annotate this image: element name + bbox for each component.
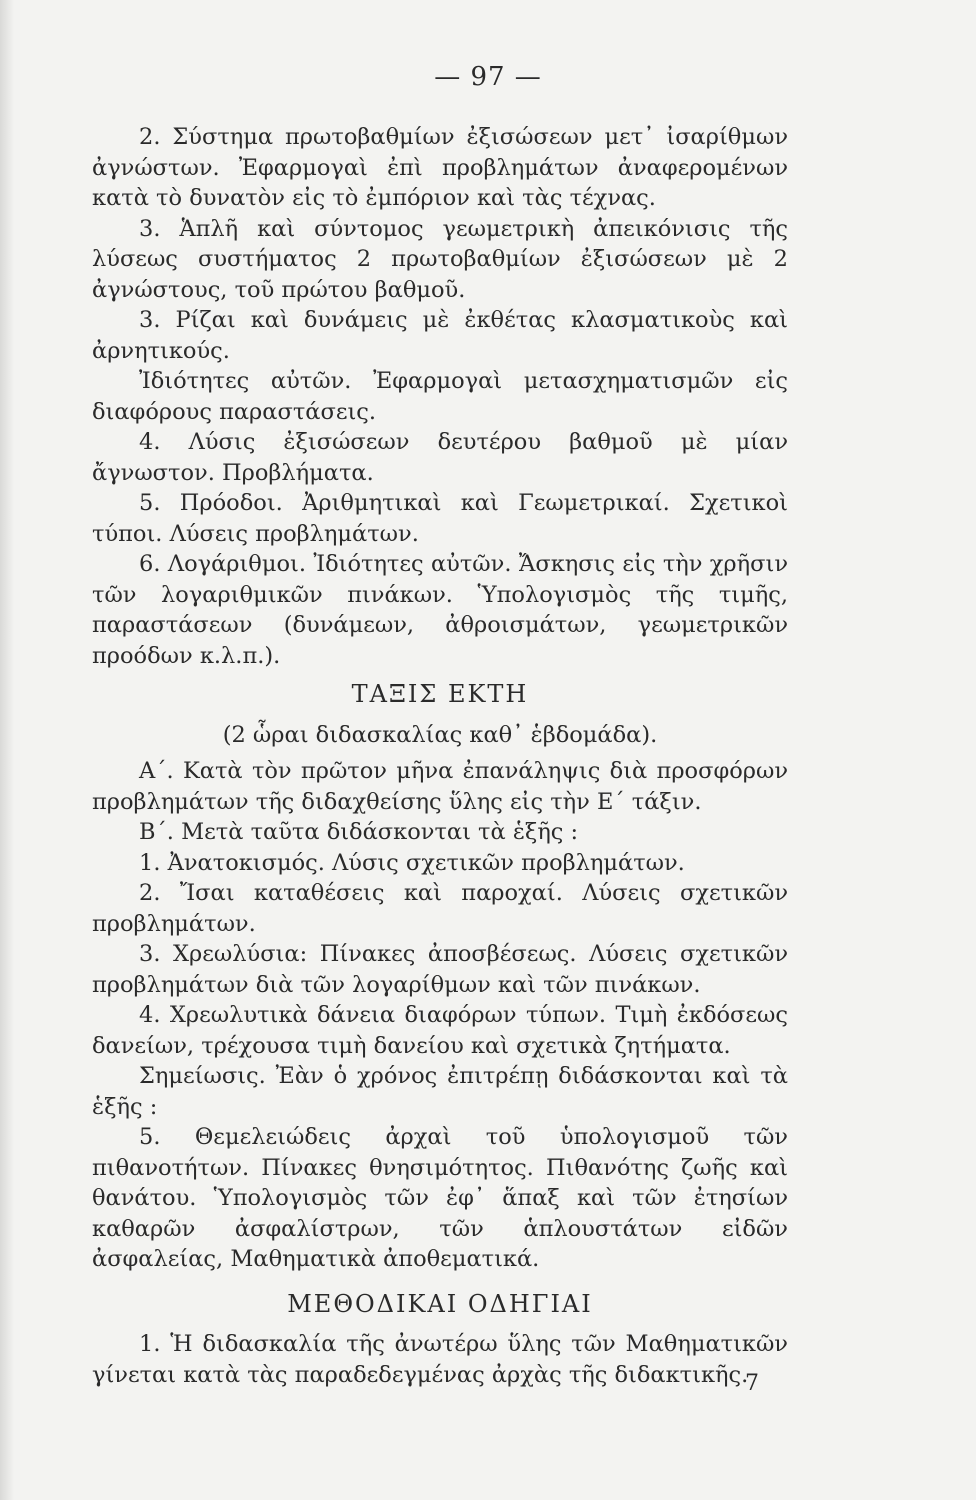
- paragraph: Α΄. Κατὰ τὸν πρῶτον μῆνα ἐπανάληψις διὰ προσφόρων προβλημάτων τῆς διδαχθείσης ὕλης εἰς τὴν Ε΄ τάξιν.: [92, 758, 788, 815]
- paragraph: 5. Πρόοδοι. Ἀριθμητικαὶ καὶ Γεωμετρικαί. Σχετικοὶ τύποι. Λύσεις προβλημάτων.: [92, 490, 788, 547]
- paragraph: 6. Λογάριθμοι. Ἰδιότητες αὐτῶν. Ἄσκησις εἰς τὴν χρῆσιν τῶν λογαριθμικῶν πινάκων. Ὑπολογισμὸς τῆς τιμῆς, παραστάσεων (δυνάμεων, ἀθροισμάτων, γεωμετρικῶν προόδων κ.λ.π.).: [92, 551, 788, 669]
- paragraph: 2. Σύστημα πρωτοβαθμίων ἐξισώσεων μετ᾽ ἰσαρίθμων ἀγνώστων. Ἐφαρμογαὶ ἐπὶ προβλημάτων ἀναφερομένων κατὰ τὸ δυνατὸν εἰς τὸ ἐμπόριον καὶ τὰς τέχνας.: [92, 124, 788, 211]
- paragraph: 3. Χρεωλύσια: Πίνακες ἀποσβέσεως. Λύσεις σχετικῶν προβλημάτων διὰ τῶν λογαρίθμων καὶ τῶν πινάκων.: [92, 941, 788, 998]
- paragraph: 3. Ἁπλῆ καὶ σύντομος γεωμετρικὴ ἀπεικόνισις τῆς λύσεως συστήματος 2 πρωτοβαθμίων ἐξισώσεων μὲ 2 ἀγνώστους, τοῦ πρώτου βαθμοῦ.: [92, 215, 788, 303]
- section-title: ΤΑΞΙΣ ΕΚΤΗ: [351, 680, 529, 708]
- paragraph: 1. Ἀνατοκισμός. Λύσις σχετικῶν προβλημάτων.: [139, 849, 685, 876]
- paragraph: 4. Λύσις ἐξισώσεων δευτέρου βαθμοῦ μὲ μίαν ἄγνωστον. Προβλήματα.: [92, 429, 788, 486]
- paragraph: 1. Ἡ διδασκαλία τῆς ἀνωτέρω ὕλης τῶν Μαθηματικῶν γίνεται κατὰ τὰς παραδεδεγμένας ἀρχὰς τῆς διδακτικῆς.: [92, 1331, 788, 1388]
- paragraph: Β΄. Μετὰ ταῦτα διδάσκονται τὰ ἑξῆς :: [139, 819, 579, 845]
- paragraph: 4. Χρεωλυτικὰ δάνεια διαφόρων τύπων. Τιμὴ ἐκδόσεως δανείων, τρέχουσα τιμὴ δανείου καὶ σχετικὰ ζητήματα.: [92, 1002, 788, 1059]
- text-block: [92, 122, 788, 1390]
- paragraph: 2. Ἴσαι καταθέσεις καὶ παροχαί. Λύσεις σχετικῶν προβλημάτων.: [92, 880, 788, 937]
- signature-mark: 7: [745, 1371, 759, 1396]
- section-subtitle: (2 ὧραι διδασκαλίας καθ᾽ ἑβδομάδα).: [222, 721, 658, 748]
- paragraph: Σημείωσις. Ἐὰν ὁ χρόνος ἐπιτρέπῃ διδάσκονται καὶ τὰ ἑξῆς :: [92, 1063, 788, 1120]
- paragraph: 3. Ρίζαι καὶ δυνάμεις μὲ ἐκθέτας κλασματικοὺς καὶ ἀρνητικούς.: [92, 307, 788, 364]
- paragraph: 5. Θεμελειώδεις ἀρχαὶ τοῦ ὑπολογισμοῦ τῶν πιθανοτήτων. Πίνακες θνησιμότητος. Πιθανότης ζωῆς καὶ θανάτου. Ὑπολογισμὸς τῶν ἐφ᾽ ἅπαξ καὶ τῶν ἐτησίων καθαρῶν ἀσφαλίστρων, τῶν ἁπλουστάτων εἰδῶν ἀσφαλείας, Μαθηματικὰ ἀποθεματικά.: [92, 1124, 788, 1272]
- section-title-methodical: ΜΕΘΟΔΙΚΑΙ ΟΔΗΓΙΑΙ: [287, 1289, 593, 1318]
- page-number: — 97 —: [434, 62, 542, 92]
- paragraph: Ἰδιότητες αὐτῶν. Ἐφαρμογαὶ μετασχηματισμῶν εἰς διαφόρους παραστάσεις.: [92, 368, 788, 425]
